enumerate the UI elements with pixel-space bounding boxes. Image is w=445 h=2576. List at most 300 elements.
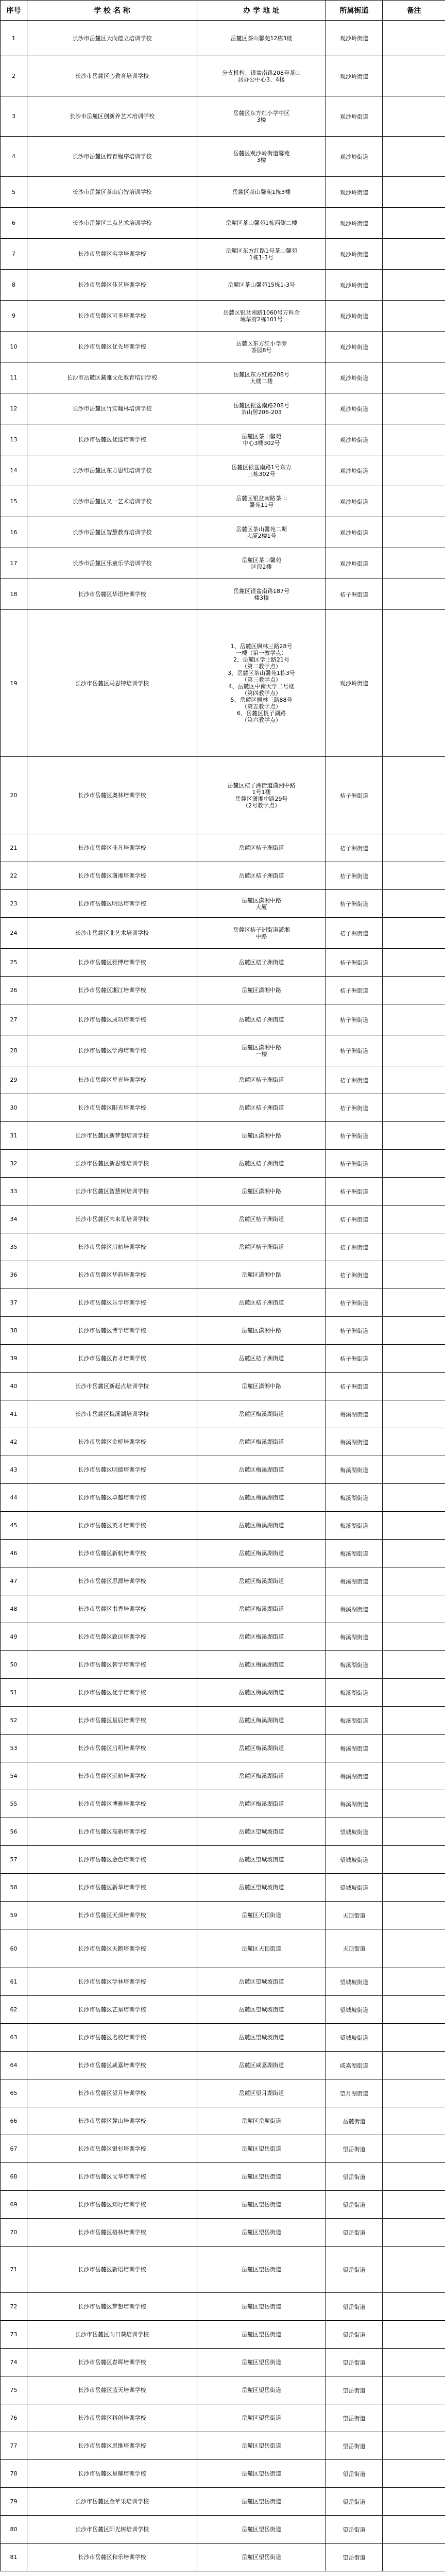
address-line: 岳麓区望城坡街道 [238, 1884, 284, 1891]
row-number: 47 [1, 1567, 27, 1595]
address-line: 岳麓区潇湘中路 [242, 1188, 281, 1195]
school-name: 长沙市岳麓区远航培训学校 [27, 1762, 197, 1790]
remark-cell [383, 949, 445, 977]
school-name: 长沙市岳麓区竹实翰林培训学校 [27, 393, 197, 424]
table-row [1, 2544, 445, 2571]
row-number: 3 [1, 96, 27, 137]
address-line: 分支机构：银盆南路208号茶山 [222, 69, 301, 76]
street-name: 桔子洲街道 [326, 1178, 383, 1206]
school-name: 长沙市岳麓区湘江培训学校 [27, 977, 197, 1004]
row-number: 67 [1, 2135, 27, 2163]
remark-cell [383, 1874, 445, 1902]
school-name: 长沙市岳麓区文华培训学校 [27, 2163, 197, 2191]
school-address [197, 424, 326, 455]
street-name: 桔子洲街道 [326, 1317, 383, 1345]
remark-cell [383, 2321, 445, 2349]
table-row [1, 579, 445, 610]
school-name: 长沙市岳麓区卓越培训学校 [27, 1484, 197, 1512]
table-row [1, 2191, 445, 2219]
school-name: 长沙市岳麓区智慧教育培训学校 [27, 517, 197, 548]
school-name: 长沙市岳麓区成功培训学校 [27, 1004, 197, 1035]
row-number: 54 [1, 1762, 27, 1790]
table-row [1, 1874, 445, 1902]
address-line: 区段2楼 [251, 563, 272, 570]
school-address [197, 332, 326, 362]
row-number: 69 [1, 2191, 27, 2219]
row-number: 19 [1, 610, 27, 757]
remark-cell [383, 890, 445, 918]
school-address [197, 2432, 326, 2460]
school-name: 长沙市岳麓区博学培训学校 [27, 1317, 197, 1345]
school-name: 长沙市岳麓区智学培训学校 [27, 1651, 197, 1679]
address-line: 1栋1-3号 [249, 254, 273, 261]
address-line: 岳麓区茶山馨苑二期 [236, 525, 287, 533]
remark-cell [383, 1035, 445, 1066]
row-number: 49 [1, 1623, 27, 1651]
street-name: 观沙岭街道 [326, 424, 383, 455]
address-line: 岳麓区望岳街道 [242, 2387, 281, 2393]
address-line: 岳麓区桔子洲街道 [238, 1077, 284, 1083]
row-number: 7 [1, 239, 27, 270]
street-name: 梅溪湖街道 [326, 1707, 383, 1735]
table-row [1, 1373, 445, 1400]
row-number: 40 [1, 1373, 27, 1400]
row-number: 4 [1, 137, 27, 177]
address-line: 岳麓区望岳街道 [242, 2526, 281, 2533]
row-number: 38 [1, 1317, 27, 1345]
school-name: 长沙市岳麓区茶山启智培训学校 [27, 177, 197, 208]
street-name: 观沙岭街道 [326, 137, 383, 177]
street-name: 咸嘉湖街道 [326, 2052, 383, 2079]
school-address [197, 977, 326, 1004]
school-name: 长沙市岳麓区启明培训学校 [27, 1735, 197, 1762]
school-name: 长沙市岳麓区思维培训学校 [27, 2432, 197, 2460]
street-name: 岳麓街道 [326, 2107, 383, 2135]
address-line: 6、岳麓区桃子湖路 [237, 710, 286, 717]
school-name: 长沙市岳麓区华语培训学校 [27, 579, 197, 610]
address-line: 岳麓区桔子洲街道 [238, 1104, 284, 1111]
school-name: 长沙市岳麓区金桥培训学校 [27, 1428, 197, 1456]
street-name: 观沙岭街道 [326, 486, 383, 517]
table-row [1, 1004, 445, 1035]
remark-cell [383, 1317, 445, 1345]
school-address [197, 1929, 326, 1968]
school-address [197, 1150, 326, 1178]
street-name: 观沙岭街道 [326, 517, 383, 548]
street-name: 梅溪湖街道 [326, 1790, 383, 1818]
row-number: 73 [1, 2321, 27, 2349]
row-number: 44 [1, 1484, 27, 1512]
school-name: 长沙市岳麓区华韵培训学校 [27, 1261, 197, 1289]
school-name: 长沙市岳麓区高新培训学校 [27, 1818, 197, 1846]
street-name: 桔子洲街道 [326, 1206, 383, 1233]
address-line: 岳麓区桔子洲街道 [238, 872, 284, 879]
row-number: 2 [1, 56, 27, 96]
school-address [197, 2516, 326, 2544]
remark-cell [383, 2349, 445, 2376]
street-name: 桔子洲街道 [326, 1035, 383, 1066]
address-line: 岳麓区咸嘉湖街道 [238, 2062, 284, 2069]
school-address [197, 177, 326, 208]
street-name: 望岳街道 [326, 2293, 383, 2321]
remark-cell [383, 2376, 445, 2404]
row-number: 58 [1, 1874, 27, 1902]
school-name: 长沙市岳麓区学海培训学校 [27, 1035, 197, 1066]
row-number: 71 [1, 2247, 27, 2293]
table-row [1, 2404, 445, 2432]
address-line: 居办公中心3、4楼 [238, 76, 285, 83]
school-address [197, 393, 326, 424]
school-name: 长沙市岳麓区春晖培训学校 [27, 2349, 197, 2376]
remark-cell [383, 1790, 445, 1818]
header-row [1, 1, 445, 21]
street-name: 天顶街道 [326, 1929, 383, 1968]
school-address [197, 1317, 326, 1345]
table-row [1, 2247, 445, 2293]
address-line: 岳麓区望月湖街道 [238, 2090, 284, 2096]
row-number: 31 [1, 1122, 27, 1150]
school-address [197, 610, 326, 757]
street-name: 桔子洲街道 [326, 1373, 383, 1400]
address-line: 岳麓区桔子洲街道 [238, 1299, 284, 1306]
street-name: 梅溪湖街道 [326, 1512, 383, 1540]
address-line: 岳麓区东方红路208号 [233, 371, 289, 378]
row-number: 50 [1, 1651, 27, 1679]
school-name: 长沙市岳麓区佳艺培训学校 [27, 270, 197, 301]
remark-cell [383, 239, 445, 270]
school-name: 长沙市岳麓区新航培训学校 [27, 1540, 197, 1567]
row-number: 15 [1, 486, 27, 517]
row-number: 9 [1, 301, 27, 332]
address-line: 岳麓区潇湘中路 [242, 987, 281, 994]
address-line: （第四教学点） [242, 690, 281, 697]
remark-cell [383, 1595, 445, 1623]
address-line: 岳麓区望岳街道 [242, 2470, 281, 2477]
table-row [1, 332, 445, 362]
remark-cell [383, 2544, 445, 2571]
school-name: 长沙市岳麓区新起点培训学校 [27, 1373, 197, 1400]
address-line: 岳麓区望岳街道 [242, 2303, 281, 2310]
table-row [1, 1428, 445, 1456]
row-number: 10 [1, 332, 27, 362]
address-line: 岳麓区桔子洲街道 [238, 959, 284, 966]
address-line: 岳麓区望岳街道 [242, 2554, 281, 2561]
address-line: （第六教学点） [242, 717, 281, 723]
row-number: 18 [1, 579, 27, 610]
school-address [197, 2107, 326, 2135]
school-name: 长沙市岳麓区金苹果培训学校 [27, 2488, 197, 2516]
row-number: 75 [1, 2376, 27, 2404]
remark-cell [383, 1818, 445, 1846]
row-number: 62 [1, 1996, 27, 2024]
school-name: 长沙市岳麓区明达培训学校 [27, 890, 197, 918]
address-line: 岳麓区梅溪湖街道 [238, 1745, 284, 1752]
street-name: 桔子洲街道 [326, 862, 383, 890]
row-number: 59 [1, 1902, 27, 1929]
school-address [197, 1790, 326, 1818]
address-line: 岳麓区潇湘中路29号 [235, 795, 288, 802]
table-row [1, 1261, 445, 1289]
table-row [1, 1400, 445, 1428]
row-number: 63 [1, 2024, 27, 2052]
header-school: 学 校 名 称 [27, 1, 197, 21]
remark-cell [383, 918, 445, 949]
remark-cell [383, 757, 445, 834]
address-line: 岳麓区天顶街道 [242, 1912, 281, 1919]
street-name: 望岳街道 [326, 2247, 383, 2293]
table-row [1, 1968, 445, 1996]
address-line: 大厦 [255, 903, 267, 911]
row-number: 25 [1, 949, 27, 977]
remark-cell [383, 1004, 445, 1035]
school-address [197, 1178, 326, 1206]
row-number: 80 [1, 2516, 27, 2544]
remark-cell [383, 1902, 445, 1929]
address-line: 1号1楼 [252, 788, 271, 796]
school-address [197, 1400, 326, 1428]
school-address [197, 1874, 326, 1902]
school-address [197, 1122, 326, 1150]
address-line: 岳麓区梅溪湖街道 [238, 1439, 284, 1445]
school-address [197, 208, 326, 239]
address-line: 岳麓区东方红小学中区 [233, 109, 290, 117]
address-line: （2号教学点） [243, 802, 280, 809]
school-name: 长沙市岳麓区书香培训学校 [27, 1595, 197, 1623]
street-name: 望月湖街道 [326, 2079, 383, 2107]
school-address [197, 2376, 326, 2404]
remark-cell [383, 332, 445, 362]
address-line: 岳麓区潇湘中路 [242, 1044, 281, 1051]
table-row [1, 486, 445, 517]
table-row [1, 177, 445, 208]
street-name: 梅溪湖街道 [326, 1456, 383, 1484]
school-name: 长沙市岳麓区乐学培训学校 [27, 1289, 197, 1317]
row-number: 46 [1, 1540, 27, 1567]
school-address [197, 1651, 326, 1679]
school-name: 长沙市岳麓区博雅培训学校 [27, 1790, 197, 1818]
street-name: 望岳街道 [326, 2488, 383, 2516]
address-line: 岳麓区望城坡街道 [238, 2006, 284, 2013]
table-row [1, 424, 445, 455]
school-name: 长沙市岳麓区艺星培训学校 [27, 1996, 197, 2024]
row-number: 23 [1, 890, 27, 918]
school-address [197, 2293, 326, 2321]
street-name: 望岳街道 [326, 2376, 383, 2404]
table-row [1, 1178, 445, 1206]
school-name: 长沙市岳麓区优先培训学校 [27, 332, 197, 362]
street-name: 望城坡街道 [326, 1846, 383, 1874]
remark-cell [383, 1456, 445, 1484]
table-body [1, 21, 445, 2571]
school-address [197, 890, 326, 918]
address-line: 岳麓区桔子洲街道潇湘 [233, 926, 290, 933]
address-line: 茶山居206-203 [241, 408, 282, 416]
school-name: 长沙市岳麓区新思维培训学校 [27, 1150, 197, 1178]
street-name: 望岳街道 [326, 2544, 383, 2571]
school-address [197, 1707, 326, 1735]
table-row [1, 21, 445, 56]
street-name: 桔子洲街道 [326, 1261, 383, 1289]
school-address [197, 2079, 326, 2107]
school-address [197, 517, 326, 548]
street-name: 观沙岭街道 [326, 455, 383, 486]
address-line: 一楼 [255, 1050, 267, 1058]
remark-cell [383, 1428, 445, 1456]
school-address [197, 137, 326, 177]
school-address [197, 1345, 326, 1373]
street-name: 望城坡街道 [326, 1996, 383, 2024]
table-row [1, 2460, 445, 2488]
address-line: 大厦2楼1号 [246, 532, 277, 539]
address-line: 岳麓区梅溪湖街道 [238, 1689, 284, 1696]
school-address [197, 1902, 326, 1929]
remark-cell [383, 1929, 445, 1968]
school-address [197, 579, 326, 610]
school-address [197, 862, 326, 890]
address-line: 岳麓区望岳街道 [242, 2266, 281, 2273]
school-address [197, 2247, 326, 2293]
table-row [1, 208, 445, 239]
address-line: 岳麓区茶山馨苑12栋3楼 [230, 35, 293, 42]
address-line: 岳麓区桔子洲街道 [238, 1355, 284, 1362]
address-line: （第二教学点） [242, 663, 281, 670]
address-line: 岳麓区东方红小学旁 [236, 340, 287, 347]
address-line: 岳麓区梅溪湖街道 [238, 1494, 284, 1501]
table-row [1, 1762, 445, 1790]
address-line: 岳麓区望城坡街道 [238, 1828, 284, 1835]
address-line: 岳麓区望岳街道 [242, 2145, 281, 2152]
table-row [1, 2488, 445, 2516]
remark-cell [383, 2247, 445, 2293]
school-name: 长沙市岳麓区思源培训学校 [27, 1567, 197, 1595]
remark-cell [383, 455, 445, 486]
school-address [197, 918, 326, 949]
remark-cell [383, 393, 445, 424]
remark-cell [383, 2107, 445, 2135]
remark-cell [383, 1484, 445, 1512]
address-line: 楼3楼 [254, 594, 269, 601]
street-name: 桔子洲街道 [326, 1289, 383, 1317]
table-row [1, 918, 445, 949]
street-name: 梅溪湖街道 [326, 1651, 383, 1679]
table-row [1, 1651, 445, 1679]
school-address [197, 2488, 326, 2516]
table-row [1, 301, 445, 332]
address-line: 岳麓区梅溪湖街道 [238, 1466, 284, 1473]
table-row [1, 1902, 445, 1929]
school-name: 长沙市岳麓区知行培训学校 [27, 2191, 197, 2219]
table-row [1, 56, 445, 96]
remark-cell [383, 1623, 445, 1651]
school-address [197, 2460, 326, 2488]
remark-cell [383, 208, 445, 239]
table-row [1, 2079, 445, 2107]
street-name: 观沙岭街道 [326, 610, 383, 757]
remark-cell [383, 1233, 445, 1261]
street-name: 观沙岭街道 [326, 548, 383, 579]
school-address [197, 1428, 326, 1456]
school-address [197, 2349, 326, 2376]
row-number: 20 [1, 757, 27, 834]
school-address [197, 486, 326, 517]
street-name: 梅溪湖街道 [326, 1567, 383, 1595]
school-name: 长沙市岳麓区雅博培训学校 [27, 949, 197, 977]
row-number: 45 [1, 1512, 27, 1540]
address-line: 岳麓区望城坡街道 [238, 2034, 284, 2041]
school-name: 长沙市岳麓区优选培训学校 [27, 424, 197, 455]
school-address [197, 2135, 326, 2163]
school-address [197, 1456, 326, 1484]
school-name: 长沙市岳麓区金色培训学校 [27, 1846, 197, 1874]
school-name: 长沙市岳麓区新梦想培训学校 [27, 1122, 197, 1150]
address-line: 岳麓区梅溪湖街道 [238, 1633, 284, 1640]
school-address [197, 949, 326, 977]
table-row [1, 1540, 445, 1567]
row-number: 39 [1, 1345, 27, 1373]
school-name: 长沙市岳麓区东方思维培训学校 [27, 455, 197, 486]
remark-cell [383, 1094, 445, 1122]
remark-cell [383, 1261, 445, 1289]
remark-cell [383, 177, 445, 208]
remark-cell [383, 610, 445, 757]
address-line: 大楼二楼 [250, 377, 273, 385]
remark-cell [383, 362, 445, 393]
school-address [197, 1540, 326, 1567]
school-name: 长沙市岳麓区科创培训学校 [27, 2404, 197, 2432]
school-address [197, 1996, 326, 2024]
street-name: 望岳街道 [326, 2163, 383, 2191]
header-remark: 备注 [383, 1, 445, 21]
row-number: 26 [1, 977, 27, 1004]
school-name: 长沙市岳麓区育才培训学校 [27, 1345, 197, 1373]
row-number: 37 [1, 1289, 27, 1317]
row-number: 74 [1, 2349, 27, 2376]
school-address [197, 270, 326, 301]
row-number: 14 [1, 455, 27, 486]
street-name: 梅溪湖街道 [326, 1623, 383, 1651]
street-name: 桔子洲街道 [326, 1094, 383, 1122]
address-line: 茶园8号 [251, 346, 272, 354]
address-line: 岳麓区梅溪湖街道 [238, 1661, 284, 1668]
address-line: 4、岳麓区中南大学二号楼 [228, 683, 295, 690]
school-address [197, 21, 326, 56]
row-number: 55 [1, 1790, 27, 1818]
row-number: 32 [1, 1150, 27, 1178]
school-address [197, 2191, 326, 2219]
school-name: 长沙市岳麓区二点艺术培训学校 [27, 208, 197, 239]
table-row [1, 1456, 445, 1484]
address-line: 岳麓区梅溪湖街道 [238, 1522, 284, 1529]
address-line: 岳麓区岳麓街道 [242, 2118, 281, 2124]
row-number: 68 [1, 2163, 27, 2191]
address-line: 岳麓区望岳街道 [242, 2415, 281, 2421]
table-row [1, 137, 445, 177]
street-name: 望岳街道 [326, 2432, 383, 2460]
school-name: 长沙市岳麓区新语培训学校 [27, 2247, 197, 2293]
row-number: 33 [1, 1178, 27, 1206]
table-row [1, 2052, 445, 2079]
table-row [1, 1150, 445, 1178]
school-name: 长沙市岳麓区创新养艺术培训学校 [27, 96, 197, 137]
street-name: 桔子洲街道 [326, 1345, 383, 1373]
school-address [197, 2321, 326, 2349]
remark-cell [383, 2191, 445, 2219]
school-address [197, 1567, 326, 1595]
street-name: 望岳街道 [326, 2516, 383, 2544]
row-number: 41 [1, 1400, 27, 1428]
school-name: 长沙市岳麓区乐童乐学培训学校 [27, 548, 197, 579]
street-name: 观沙岭街道 [326, 21, 383, 56]
